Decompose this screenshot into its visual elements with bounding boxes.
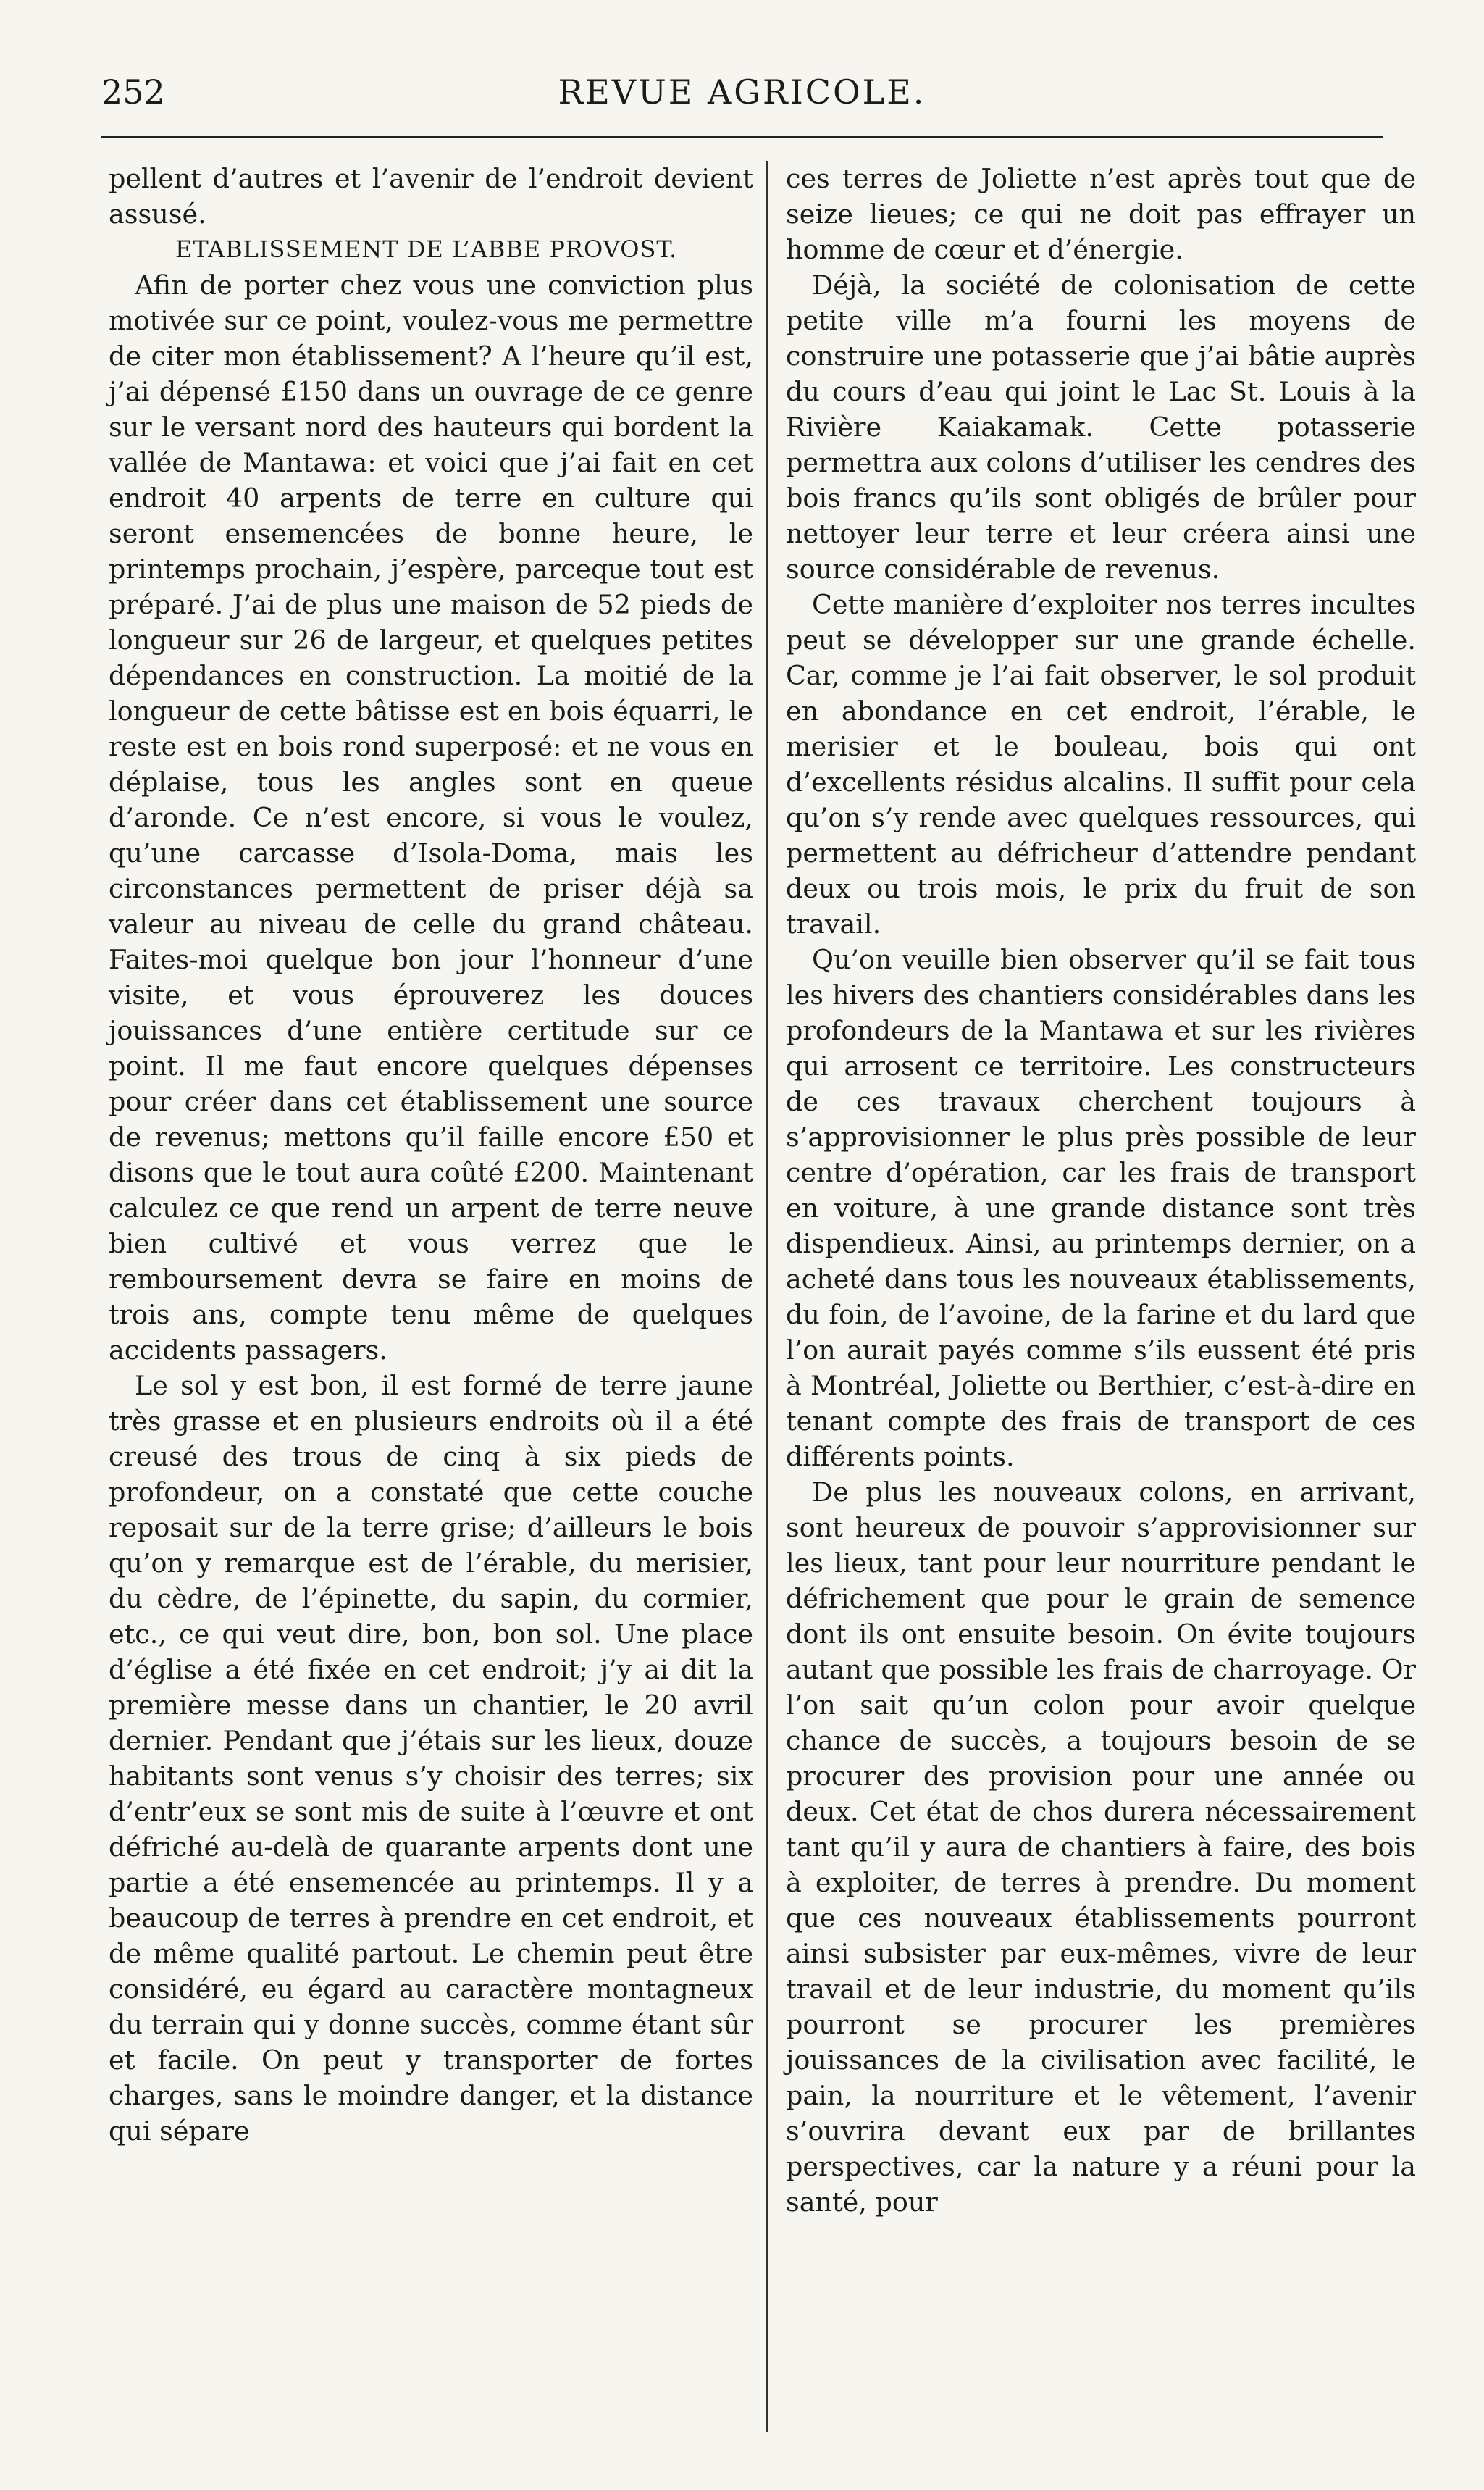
paragraph: ces terres de Joliette n’est après tout que de seize lieues; ce qui ne doit pas effrayer un homme de cœur et d’énergie. — [786, 163, 1416, 265]
page-header — [101, 65, 1383, 123]
right-column — [786, 161, 1416, 2220]
paragraph: Cette manière d’exploiter nos terres incultes peut se développer sur une grande échelle. Car, comme je l’ai fait observer, le sol produit en abondance en cet endroit, l’érable, le merisier et le bouleau, bois qui ont d’excellents résidus alcalins. Il suffit pour cela qu’on s’y rende avec quelques ressources, qui permettent au défricheur d’attendre pendant deux ou trois mois, le prix du fruit de son travail. — [786, 589, 1416, 940]
header-rule — [101, 136, 1383, 138]
running-title: REVUE AGRICOLE. — [558, 72, 926, 112]
paragraph: Afin de porter chez vous une conviction plus motivée sur ce point, voulez-vous me permettre de citer mon établissement? A l’heure qu’il est, j’ai dépensé £150 dans un ouvrage de ce genre sur le versant nord des hauteurs qui bordent la vallée de Mantawa: et voici que j’ai fait en cet endroit 40 arpents de terre en culture qui seront ensemencées de bonne heure, le printemps prochain, j’espère, parceque tout est préparé. J’ai de plus une maison de 52 pieds de longueur sur 26 de largeur, et quelques petites dépendances en construction. La moitié de la longueur de cette bâtisse est en bois équarri, le reste est en bois rond superposé: et ne vous en déplaise, tous les angles sont en queue d’aronde. Ce n’est encore, si vous le voulez, qu’une carcasse d’Isola-Doma, mais les circonstances permettent de priser déjà sa valeur au niveau de celle du grand château. Faites-moi quelque bon jour l’honneur d’une visite, et vous éprouverez les douces jouissances d’une entière certitude sur ce point. Il me faut encore quelques dépenses pour créer dans cet établissement une source de revenus; mettons qu’il faille encore £50 et disons que le tout aura coûté £200. Maintenant calculez ce que rend un arpent de terre neuve bien cultivé et vous verrez que le remboursement devra se faire en moins de trois ans, compte tenu même de quelques accidents passagers. — [109, 270, 753, 1366]
paragraph: De plus les nouveaux colons, en arrivant, sont heureux de pouvoir s’approvisionner sur les lieux, tant pour leur nourriture pendant le défrichement que pour le grain de semence dont ils ont ensuite besoin. On évite toujours autant que possible les frais de charroyage. Or l’on sait qu’un colon pour avoir quelque chance de succès, a toujours besoin de se procurer des provision pour une année ou deux. Cet état de chos durera nécessairement tant qu’il y aura de chantiers à faire, des bois à exploiter, de terres à prendre. Du moment que ces nouveaux établissements pourront ainsi subsister par eux-mêmes, vivre de leur travail et de leur industrie, du moment qu’ils pourront se procurer les premières jouissances de la civilisation avec facilité, le pain, la nourriture et le vêtement, l’avenir s’ouvrira devant eux par de brillantes perspectives, car la nature y a réuni pour la santé, pour — [786, 1476, 1416, 2218]
paragraph: Le sol y est bon, il est formé de terre jaune très grasse et en plusieurs endroits où il a été creusé des trous de cinq à six pieds de profondeur, on a constaté que cette couche reposait sur de la terre grise; d’ailleurs le bois qu’on y remarque est de l’érable, du merisier, du cèdre, de l’épinette, du sapin, du cormier, etc., ce qui veut dire, bon, bon sol. Une place d’église a été fixée en cet endroit; j’y ai dit la première messe dans un chantier, le 20 avril dernier. Pendant que j’étais sur les lieux, douze habitants sont venus s’y choisir des terres; six d’entr’eux se sont mis de suite à l’œuvre et ont défriché au-delà de quarante arpents dont une partie a été ensemencée au printemps. Il y a beaucoup de terres à prendre en cet endroit, et de même qualité partout. Le chemin peut être considéré, eu égard au caractère montagneux du terrain qui y donne succès, comme étant sûr et facile. On peut y transporter de fortes charges, sans le moindre danger, et la distance qui sépare — [109, 1370, 753, 2147]
page-number: 252 — [101, 72, 165, 112]
paragraph: Qu’on veuille bien observer qu’il se fait tous les hivers des chantiers considérables dans les profondeurs de la Mantawa et sur les rivières qui arrosent ce territoire. Les constructeurs de ces travaux cherchent toujours à s’approvisionner le plus près possible de leur centre d’opération, car les frais de transport en voiture, à une grande distance sont très dispendieux. Ainsi, au printemps dernier, on a acheté dans tous les nouveaux établissements, du foin, de l’avoine, de la farine et du lard que l’on aurait payés comme s’ils eussent été pris à Montréal, Joliette ou Berthier, c’est-à-dire en tenant compte des frais de transport de ces différents points. — [786, 944, 1416, 1472]
paragraph: pellent d’autres et l’avenir de l’endroit devient assusé. — [109, 163, 753, 230]
section-heading: ETABLISSEMENT DE L’ABBE PROVOST. — [175, 235, 678, 263]
paragraph: Déjà, la société de colonisation de cette petite ville m’a fourni les moyens de construire une potasserie que j’ai bâtie auprès du cours d’eau qui joint le Lac St. Louis à la Rivière Kaiakamak. Cette potasserie permettra aux colons d’utiliser les cendres des bois francs qu’ils sont obligés de brûler pour nettoyer leur terre et leur créera ainsi une source considérable de revenus. — [786, 270, 1416, 585]
left-column — [109, 161, 753, 2149]
column-divider — [766, 161, 768, 2432]
